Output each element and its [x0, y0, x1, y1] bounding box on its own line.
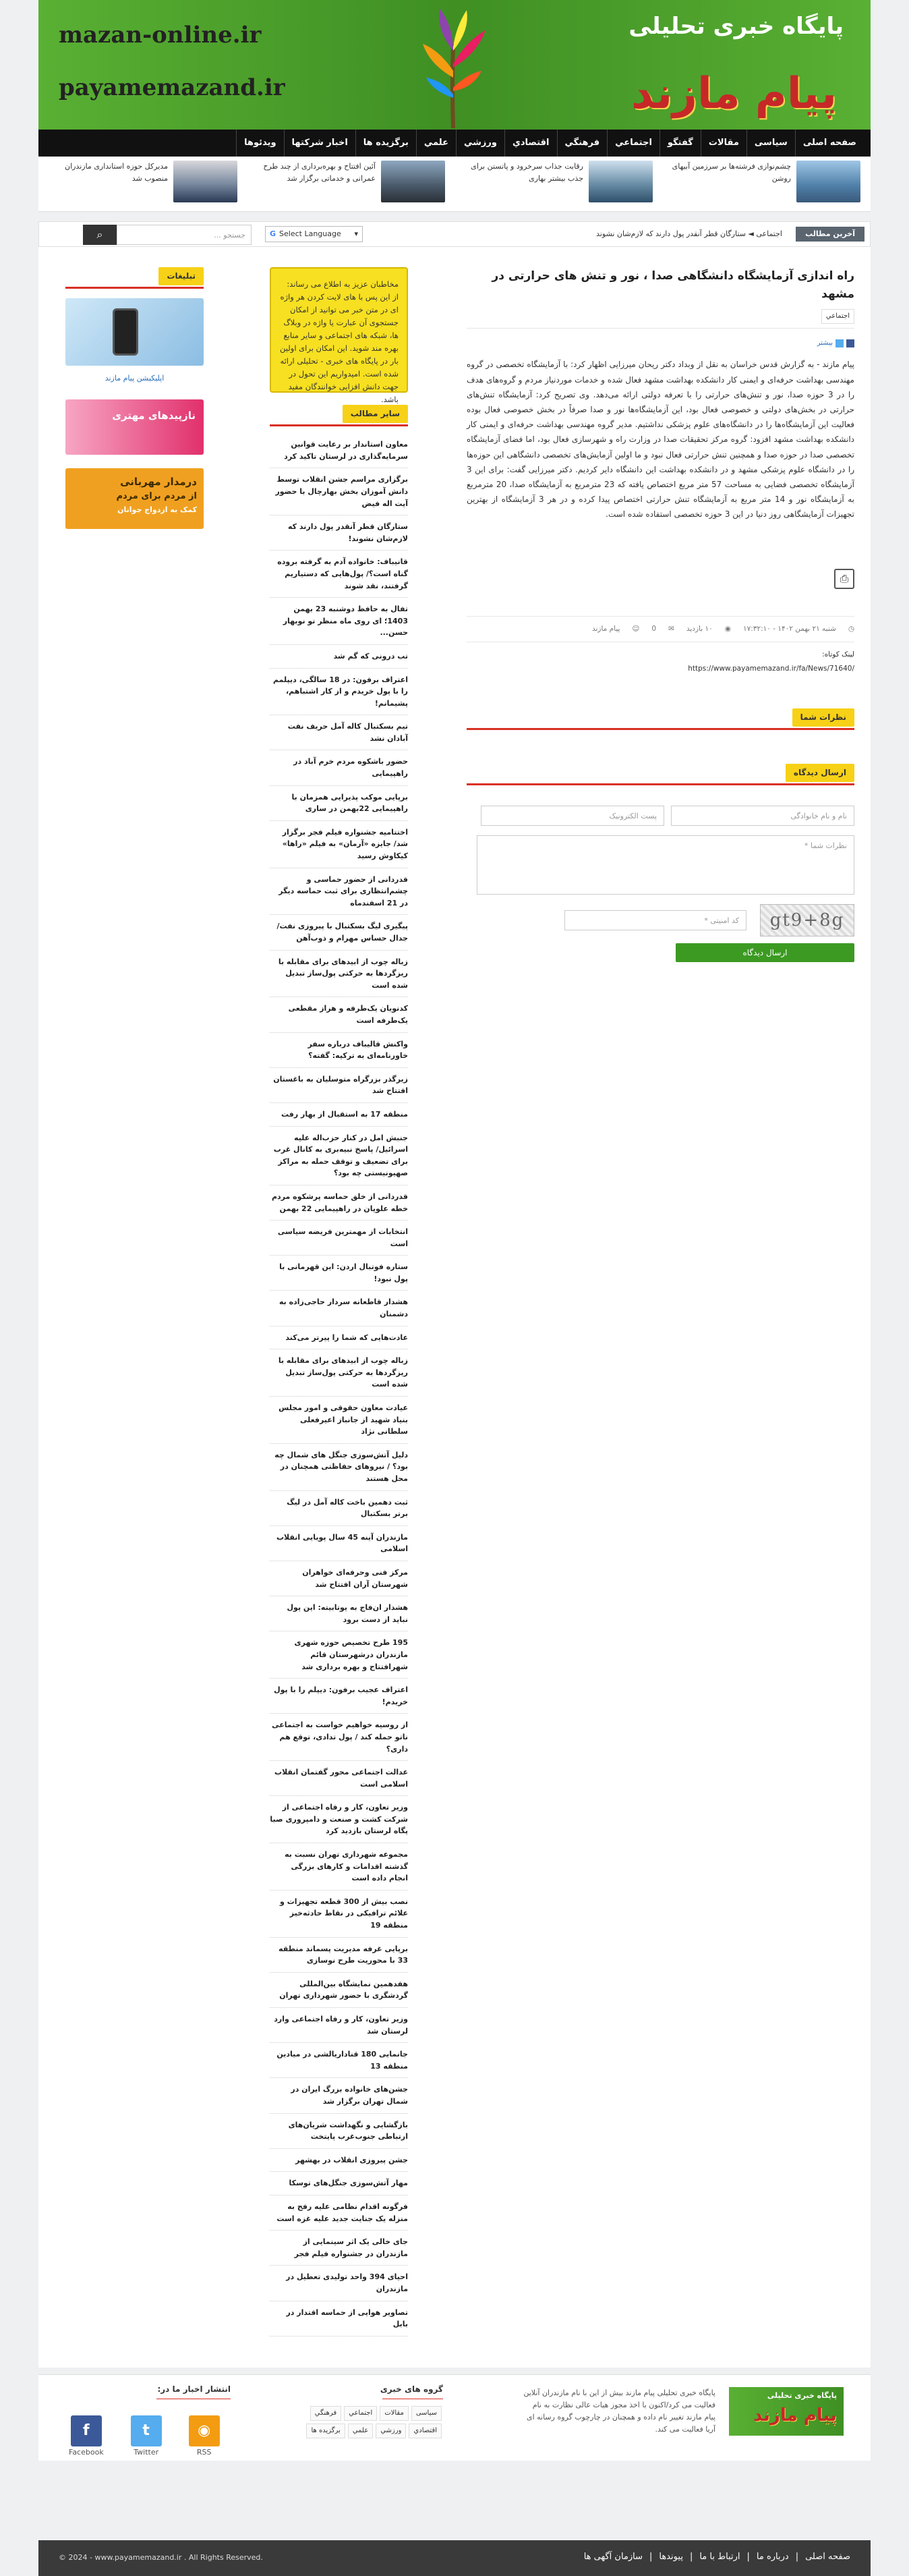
- group-tag[interactable]: ورزشي: [376, 2424, 406, 2438]
- tree-logo-icon: [413, 3, 494, 128]
- breaking-news-ticker[interactable]: اجتماعی ◄ ستارگان قطر آنقدر پول دارند که لازم‌شان نشوند: [596, 229, 782, 238]
- user-icon: ☺: [632, 625, 640, 634]
- other-post-item[interactable]: مهار آتش‌سوزی جنگل‌های توسکا: [270, 2172, 408, 2195]
- bottom-link[interactable]: پیوندها: [659, 2552, 683, 2562]
- footer-share: [69, 2383, 231, 2399]
- app-caption[interactable]: اپلیکیشن پیام مازند: [105, 374, 165, 383]
- main-content: [38, 247, 871, 2368]
- submit-comment-button[interactable]: ارسال دیدگاه: [676, 943, 854, 962]
- captcha-text: gt9+8g: [769, 910, 845, 931]
- latest-news-label: آخرین مطالب: [796, 227, 864, 242]
- nav-articles[interactable]: مقالات: [701, 130, 746, 157]
- copyright: © 2024 - www.payamemazand.ir . All Rights Reserved.: [59, 2553, 263, 2562]
- rss-label: RSS: [196, 2448, 212, 2457]
- link-separator: |: [795, 2552, 799, 2562]
- other-post-item[interactable]: برپایی موکب پذیرایی همزمان با راهپیمایی 22بهمن در ساری: [270, 786, 408, 821]
- other-posts-list: [270, 433, 408, 2336]
- other-post-item[interactable]: برپایی غرفه مدیریت پسماند منطقه 33 با محوریت طرح نوسازی: [270, 1938, 408, 1973]
- section-divider: [65, 287, 204, 289]
- nav-interview[interactable]: گفتگو: [659, 130, 701, 157]
- nav-videos[interactable]: ویدئوها: [236, 130, 283, 157]
- language-select-label: Select Language: [279, 229, 341, 239]
- clock-icon: ◷: [848, 625, 854, 634]
- other-post-item[interactable]: انتخابات از مهمترین فریضه سیاسی است: [270, 1221, 408, 1256]
- captcha-image: [760, 904, 854, 936]
- notice-box: مخاطبان عزیز به اطلاع می رساند: از این پس با های لایت کردن هر واژه ای در متن خبر می توانید از امکان جستجوی آن عبارت یا واژه در وبلاگ ها، شبکه های اجتماعی و سایر منابع بهره مند شوید. این امکان برای اولین بار در پایگاه های خبری - تحلیلی ارائه شده است. امیدواریم این تحول در جهت دانش افزایی خوانندگان مفید باشد.: [270, 267, 408, 393]
- other-posts-title: سایر مطالب: [343, 405, 408, 423]
- other-post-item[interactable]: فرگونه اقدام نظامی علیه رفح به منزله یک جنایت جدید علیه غزه است: [270, 2195, 408, 2231]
- other-post-item[interactable]: مرکز فنی وحرفه‌ای خواهران شهرستان آران افتتاح شد: [270, 1561, 408, 1596]
- other-post-item[interactable]: تیم بسکتبال کاله آمل حریف نفت آبادان نشد: [270, 715, 408, 750]
- bottom-link[interactable]: سازمان آگهی ها: [583, 2552, 643, 2562]
- language-select[interactable]: [265, 226, 363, 242]
- other-post-item[interactable]: قدردانی از حضور حماسی و چشم‌انتظاری برای ثبت حماسه دیگر در 21 اسفندماه: [270, 868, 408, 916]
- other-post-item[interactable]: اختتامیه جشنواره فیلم فجر برگزار شد/ جایزه «آرمان» به فیلم «راها» کیکاوش رسید: [270, 821, 408, 868]
- name-field[interactable]: نام و نام خانوادگی: [671, 806, 854, 826]
- group-tag[interactable]: مقالات: [380, 2406, 409, 2421]
- site-header: [38, 0, 871, 130]
- strip-news-title[interactable]: رقابت جذاب سرخرود و پاتستن برای جذب بیشتر بهاری: [471, 162, 583, 183]
- charity-ad-line3: کمک به ازدواج جوانان: [117, 505, 197, 514]
- domain-mazan-online[interactable]: mazan-online.ir: [59, 22, 262, 49]
- facebook-icon: f: [71, 2415, 102, 2446]
- other-post-item[interactable]: قانیباف: خانواده آدم به گرفته بروده گناه است؟/ پول‌هایی که دستیاریم گرفتند، نقد شوند: [270, 551, 408, 598]
- other-post-item[interactable]: جشن‌های خانواده بزرگ ایران در شمال تهران برگزار شد: [270, 2078, 408, 2113]
- other-post-item[interactable]: عدالت اجتماعی محور گفتمان انقلاب اسلامی است: [270, 1761, 408, 1796]
- news-thumbnail[interactable]: [381, 161, 445, 202]
- nav-social[interactable]: اجتماعي: [607, 130, 659, 157]
- strip-news-item[interactable]: [464, 161, 653, 207]
- eye-icon: ◉: [724, 625, 731, 634]
- other-post-item[interactable]: اعتراف عجیب برفون: دیپلم را با پول خریدم!: [270, 1679, 408, 1714]
- rss-icon: ◉: [189, 2415, 220, 2446]
- other-post-item[interactable]: واکنش قالیباف درباره سفر خاورنامه‌ای به ترکیه: گفته؟: [270, 1033, 408, 1068]
- nav-selected[interactable]: برگزیده ها: [355, 130, 416, 157]
- strip-news-title[interactable]: چشم‌نوازی‌ فرشته‌ها بر سرزمین آبیهای روشن: [672, 162, 791, 183]
- email-field[interactable]: پست الکترونیک: [481, 806, 664, 826]
- footer-logo[interactable]: [729, 2387, 844, 2436]
- news-strip: [38, 157, 871, 212]
- other-post-item[interactable]: وزیر تعاون، کار و رفاه اجتماعی وارد لرستان شد: [270, 2008, 408, 2043]
- other-post-item[interactable]: منطقه 17 به استقبال از بهار رفت: [270, 1103, 408, 1127]
- nazbidh-ad-banner[interactable]: [65, 399, 204, 455]
- other-post-item[interactable]: هشدار ان‌فاج به یوتابیته: این پول نباید از دست برود: [270, 1596, 408, 1631]
- twitter-label: Twitter: [134, 2448, 159, 2457]
- other-post-item[interactable]: قدردانی از خلق حماسه پرشکوه مردم خطه علویان در راهپیمایی 22 بهمن: [270, 1185, 408, 1221]
- other-post-item[interactable]: مجموعه شهرداری تهران نسبت به گذشته اقدامات و کارهای بزرگی انجام داده است: [270, 1843, 408, 1891]
- article-title: راه اندازی آزمایشگاه دانشگاهی صدا ، نور و تنش های حرارتی در مشهد: [492, 269, 854, 302]
- other-post-item[interactable]: وزیر تعاون، کار و رفاه اجتماعی از شرکت کشت و صنعت و دامپروری صبا پگاه لرستان بازدید کرد: [270, 1796, 408, 1843]
- nav-science[interactable]: علمي: [416, 130, 456, 157]
- other-post-item[interactable]: عادت‌هایی که شما را پیرتر می‌کند: [270, 1326, 408, 1350]
- link-separator: |: [689, 2552, 693, 2562]
- comment-icon: ✉: [668, 625, 674, 634]
- other-post-item[interactable]: مازندران آینه 45 سال پویایی انقلاب اسلامی: [270, 1526, 408, 1561]
- app-ad-banner[interactable]: [65, 298, 204, 366]
- news-thumbnail[interactable]: [796, 161, 860, 202]
- facebook-label: Facebook: [69, 2448, 104, 2457]
- article-comment-count: 0: [651, 625, 657, 634]
- group-tag[interactable]: اقتصادي: [409, 2424, 442, 2438]
- share-twitter-icon[interactable]: [835, 339, 844, 347]
- section-divider: [467, 728, 854, 730]
- domain-payamemazand[interactable]: payamemazand.ir: [59, 74, 285, 101]
- bottom-link[interactable]: درباره ما: [756, 2552, 789, 2562]
- middle-sidebar: [270, 267, 408, 2336]
- google-icon: G: [270, 229, 276, 239]
- print-icon[interactable]: ⎙: [834, 569, 854, 589]
- footer-groups: [274, 2383, 443, 2440]
- ads-title: تبلیغات: [158, 267, 204, 285]
- article-column: [467, 267, 854, 962]
- strip-news-item[interactable]: [672, 161, 860, 207]
- other-post-item[interactable]: زباله چوب از ابیدهای برای مقابله با ریزگردها به حرکتی پول‌ساز تبدیل شده است: [270, 1349, 408, 1397]
- nav-culture[interactable]: فرهنگي: [557, 130, 608, 157]
- other-post-item[interactable]: جانمایی 180 قناداریالشی در میادین منطقه 13: [270, 2043, 408, 2078]
- captcha-input[interactable]: کد امنیتی *: [564, 910, 746, 930]
- bottom-link[interactable]: ارتباط با ما: [699, 2552, 740, 2562]
- footer-about: پایگاه خبری تحلیلی پیام مازند بیش از این با نام مازندران آنلاین فعالیت می کرد/اکنون با اخذ مجوز هیات عالی نظارت به نام پیام مازند تغییر نام داده و همچنان در چارچوب گروه رسانه ای آریا فعالیت می کند.: [523, 2388, 715, 2434]
- share-facebook-icon[interactable]: [846, 339, 854, 347]
- nav-economy[interactable]: اقتصادي: [504, 130, 557, 157]
- other-post-item[interactable]: ستارگان قطر آنقدر پول دارند که لازم‌شان نشوند!: [270, 515, 408, 551]
- rss-link[interactable]: [189, 2415, 220, 2459]
- article-category-tag[interactable]: اجتماعي: [821, 309, 854, 324]
- site-logo-text[interactable]: پیام مازند: [631, 69, 837, 119]
- nav-sports[interactable]: ورزشي: [456, 130, 504, 157]
- chevron-down-icon: ▾: [354, 229, 358, 239]
- other-post-item[interactable]: عیادت معاون حقوقی و امور مجلس بنیاد شهید از جانباز اعیرفعلی سلطانی نژاد: [270, 1397, 408, 1444]
- nav-home[interactable]: صفحه اصلی: [795, 130, 864, 157]
- other-post-item[interactable]: معاون استاندار بر رعایت قوانین سرمایه‌گذاری در لرستان تاکید کرد: [270, 433, 408, 468]
- send-comment-title: ارسال دیدگاه: [786, 764, 854, 782]
- other-post-item[interactable]: تب درونی که گم شد: [270, 645, 408, 669]
- strip-news-title[interactable]: مدیرکل حوزه استانداری مازندران منصوب شد: [64, 162, 168, 183]
- phone-icon: [113, 308, 138, 356]
- bottom-links: [584, 2550, 850, 2565]
- group-tag[interactable]: علمي: [348, 2424, 373, 2438]
- section-divider: [467, 783, 854, 785]
- article-date: شنبه ۲۱ بهمن ۱۴۰۲ - ۱۷:۳۲:۱۰: [742, 625, 836, 634]
- group-tag[interactable]: سیاسی: [411, 2406, 442, 2421]
- other-post-item[interactable]: ثبت دهمین باخت کاله آمل در لیگ برتر بسکتبال: [270, 1491, 408, 1526]
- other-post-item[interactable]: جنبش امل در کنار حزب‌اله علیه اسرائیل/ پاسخ نبیه‌بری به کانال غرب برای تضعیف و توقف حمله به مراکز صهیونیستی چه بود؟: [270, 1127, 408, 1185]
- site-footer: [38, 2374, 871, 2461]
- news-thumbnail[interactable]: [589, 161, 653, 202]
- article-body: پیام مازند - به گزارش قدس خراسان به نقل از وبداد دکتر ریحان میرزایی اظهار کرد: با آزمایشگاه تخصصی در گروه مهندسی بهداشت حرفه‌ای و ایمنی کار دانشکده بهداشت مشهد فعال شده و خدمات موردنیاز مردم و گروه‌های هدف را در 3 حوزه صدا، نور و تنش‌های حرارتی را با تعرفه دولتی ارائه می‌دهد. وی تصریح کرد: آزمایشگاه تنش‌های حرارتی در بخش‌های دولتی و خصوصی فعال بود، این آزمایشگاه‌ها نور و صدا صرفاً در بخش خصوصی فعال بوده فعالیت این آزمایشگاه‌ها را در دانشگاه‌های علوم پزشکی نداشتیم. مدیر گروه مهندسی بهداشت حرفه‌ای و ایمنی کار دانشکده بهداشت مشهد افزود: گروه مرکز تحقیقات صدا در وزارت راه و شهرسازی فعال بود، اما فضای آزمایشگاه تخصصی صدا در حوزه صدا و همچنین تنش حرارتی فعال نبود و ما اولین آزمایش‌های تخصصی دانشگاهی این حوزه‌ها را در دانشگاه علوم پزشکی مشهد و در دانشکده بهداشت این دانشگاه دایر کردیم. دکتر میرزایی گفت: برای این 3 آزمایشگاه تخصصی فضایی به مساحت 57 متر مربع اختصاص یافته که 23 مترمربع به آزمایشگاه صدا، 20 مترمربع به آزمایشگاه نور و 14 متر مربع به آزمایشگاه تنش حرارتی اختصاص پیدا کرده و در هر 3 آزمایشگاه از بهترین تجهیزات آزمایشگاهی روز دنیا در این 3 حوزه تخصصی استفاده شده است.: [467, 360, 854, 520]
- other-post-item[interactable]: زیرگذر بزرگراه متوسلیان به باغستان افتتاح شد: [270, 1068, 408, 1103]
- other-post-item[interactable]: حضور باشکوه مردم خرم آباد در راهپیمایی: [270, 750, 408, 785]
- search-icon: ⌕: [96, 228, 103, 241]
- other-post-item[interactable]: هفدهمین نمایشگاه بین‌المللی گردشگری با حضور شهرداری تهران: [270, 1973, 408, 2008]
- other-post-item[interactable]: از روسیه خواهیم خواست به اجتماعی ناتو حمله کند / پول تدادی، توقع هم داری؟: [270, 1714, 408, 1761]
- site-subtitle: پایگاه خبری تحلیلی: [628, 13, 844, 40]
- article-author: پیام مازند: [591, 625, 620, 634]
- other-post-item[interactable]: تصاویر هوایی از حماسه اقتدار در بابل: [270, 2301, 408, 2336]
- group-tag[interactable]: فرهنگي: [310, 2406, 341, 2421]
- nazbidh-ad-text: نازپیدهای مهتری: [112, 409, 196, 422]
- other-post-item[interactable]: جای خالی یک اثر سینمایی از مازندران در جشنواره فیلم فجر: [270, 2231, 408, 2266]
- link-separator: |: [649, 2552, 653, 2562]
- twitter-icon: t: [131, 2415, 162, 2446]
- charity-ad-banner[interactable]: [65, 468, 204, 529]
- left-sidebar: [65, 267, 204, 529]
- share-more-label[interactable]: بیشتر: [817, 339, 833, 347]
- link-separator: |: [746, 2552, 750, 2562]
- facebook-link[interactable]: [69, 2415, 104, 2459]
- bottom-link[interactable]: صفحه اصلی: [805, 2552, 850, 2562]
- twitter-link[interactable]: [131, 2415, 162, 2459]
- other-post-item[interactable]: دلیل آتش‌سوزی جنگل های شمال چه بود؟ / نیروهای حفاظتی همچنان در محل هستند: [270, 1444, 408, 1491]
- article-meta: [467, 616, 854, 642]
- comment-textarea[interactable]: نظرات شما *: [477, 835, 854, 895]
- other-post-item[interactable]: 195 طرح تخصیص حوزه شهری مازندران درشهرستان قائم شهرافتتاح و بهره برداری شد: [270, 1631, 408, 1679]
- nav-politics[interactable]: سیاسی: [746, 130, 795, 157]
- group-tag[interactable]: اجتماعي: [344, 2406, 377, 2421]
- charity-ad-line2: از مردم برای مردم: [116, 491, 197, 501]
- breaking-news-bar: [38, 221, 871, 247]
- group-tags: [274, 2405, 443, 2440]
- strip-news-item[interactable]: [49, 161, 237, 207]
- other-post-item[interactable]: پیگیری لیگ بسکتبال با پیروزی نفت/ جدال حساس مهرام و ذوب‌آهن: [270, 915, 408, 950]
- footer-logo-name: پیام مازند: [753, 2405, 837, 2426]
- strip-news-title[interactable]: آئین افتتاح و بهره‌برداری از چند طرح عمرانی و خدماتی برگزار شد: [263, 162, 376, 183]
- other-post-item[interactable]: هشدار قاطعانه سردار حاجی‌زاده به دشمنان: [270, 1291, 408, 1326]
- news-thumbnail[interactable]: [173, 161, 237, 202]
- groups-title: گروه های خبری: [380, 2384, 443, 2394]
- comments-title: نظرات شما: [792, 708, 854, 727]
- other-post-item[interactable]: کدنویان یک‌طرفه و هراز مقطعی یک‌طرفه است: [270, 997, 408, 1032]
- other-post-item[interactable]: نصب بیش از 300 قطعه تجهیزات و علائم ترافیکی در نقاط حادثه‌خیز منطقه 19: [270, 1891, 408, 1938]
- search-button[interactable]: [83, 225, 117, 245]
- article-views: ۱۰ بازدید: [686, 625, 713, 634]
- search-input[interactable]: جستجو ...: [117, 225, 252, 245]
- other-post-item[interactable]: ستاره فوتبال اردن: این قهرمانی با پول نبود!: [270, 1256, 408, 1291]
- strip-news-item[interactable]: [256, 161, 445, 207]
- other-post-item[interactable]: جشن پیروزی انقلاب در بهشهر: [270, 2149, 408, 2173]
- other-post-item[interactable]: اعتراف برفون: در 18 سالگی، دیپلمم را با پول خریدم و از کار اشتباهم، پشیمانم!: [270, 669, 408, 716]
- nav-company-news[interactable]: اخبار شرکتها: [284, 130, 355, 157]
- group-tag[interactable]: برگزیده ها: [306, 2424, 345, 2438]
- short-link[interactable]: https://www.payamemazand.ir/fa/News/71640/: [688, 665, 854, 673]
- share-title: انتشار اخبار ما در:: [157, 2384, 231, 2394]
- main-nav: [38, 130, 871, 157]
- charity-ad-line1: درمدار مهربانی: [120, 475, 197, 488]
- other-post-item[interactable]: زباله چوب از ابیدهای برای مقابله با ریزگردها به حرکتی پول‌ساز تبدیل شده است: [270, 951, 408, 998]
- bottom-bar: [38, 2540, 871, 2576]
- other-post-item[interactable]: تفال به حافظ دوشنبه 23 بهمن 1403؛ ای روی ماه منظر تو نوبهار حسن...: [270, 598, 408, 645]
- short-link-label: لینک کوتاه:: [822, 650, 854, 659]
- other-post-item[interactable]: برگزاری مراسم جشن انقلاب توسط دانش آموزان بخش بهارچال با حضور آیت اله فیض: [270, 468, 408, 515]
- footer-logo-sub: پایگاه خبری تحلیلی: [767, 2391, 837, 2400]
- other-post-item[interactable]: احیای 394 واحد تولیدی تعطیل در مازندران: [270, 2266, 408, 2301]
- other-post-item[interactable]: بازگشایی و نگهداشت شریان‌های ارتباطی جنوب‌غرب پایتخت: [270, 2114, 408, 2149]
- section-divider: [270, 424, 408, 426]
